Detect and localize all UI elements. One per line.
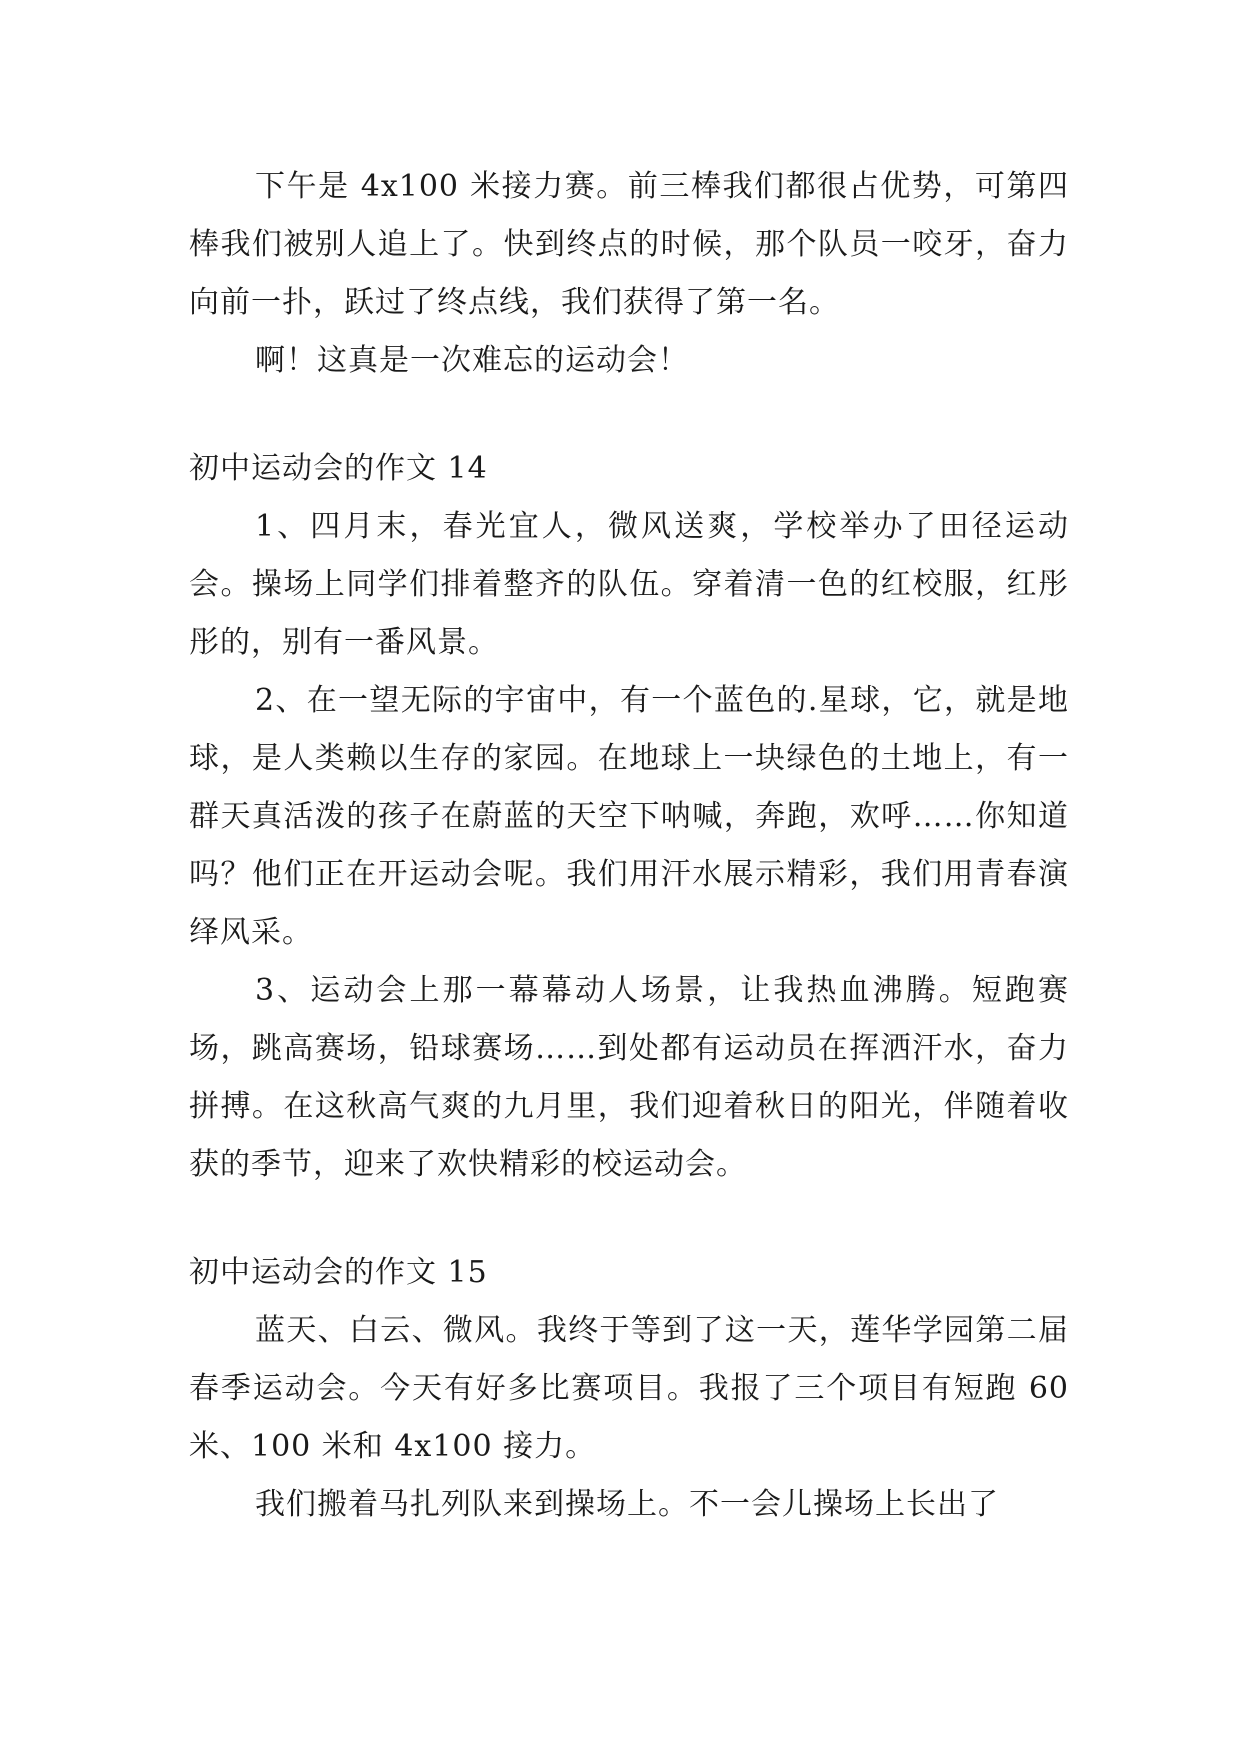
paragraph-essay14-part3: 3、运动会上那一幕幕动人场景，让我热血沸腾。短跑赛场，跳高赛场，铅球赛场……到处都有运动员在挥洒汗水，奋力拼搏。在这秋高气爽的九月里，我们迎着秋日的阳光，伴随着收获的季节，迎来了欢快精彩的校运动会。	[189, 973, 1069, 1182]
paragraph-essay15-continued: 我们搬着马扎列队来到操场上。不一会儿操场上长出了	[255, 1487, 999, 1522]
document-body	[189, 158, 1069, 1534]
paragraph-essay14-part2: 2、在一望无际的宇宙中，有一个蓝色的.星球，它，就是地球，是人类赖以生存的家园。在地球上一块绿色的土地上，有一群天真活泼的孩子在蔚蓝的天空下呐喊，奔跑，欢呼……你知道吗？他们正在开运动会呢。我们用汗水展示精彩，我们用青春演绎风采。	[189, 683, 1069, 950]
paragraph-memorable-meet: 啊！这真是一次难忘的运动会！	[255, 343, 689, 378]
paragraph-essay14-part1: 1、四月末，春光宜人，微风送爽，学校举办了田径运动会。操场上同学们排着整齐的队伍。穿着清一色的红校服，红彤彤的，别有一番风景。	[189, 509, 1069, 660]
paragraph-essay15-intro: 蓝天、白云、微风。我终于等到了这一天，莲华学园第二届春季运动会。今天有好多比赛项目。我报了三个项目有短跑 60 米、100 米和 4x100 接力。	[189, 1313, 1069, 1464]
paragraph-relay-race: 下午是 4x100 米接力赛。前三棒我们都很占优势，可第四棒我们被别人追上了。快到终点的时候，那个队员一咬牙，奋力向前一扑，跃过了终点线，我们获得了第一名。	[189, 169, 1069, 320]
essay-heading-14: 初中运动会的作文 14	[189, 451, 488, 486]
essay-heading-15: 初中运动会的作文 15	[189, 1255, 488, 1290]
